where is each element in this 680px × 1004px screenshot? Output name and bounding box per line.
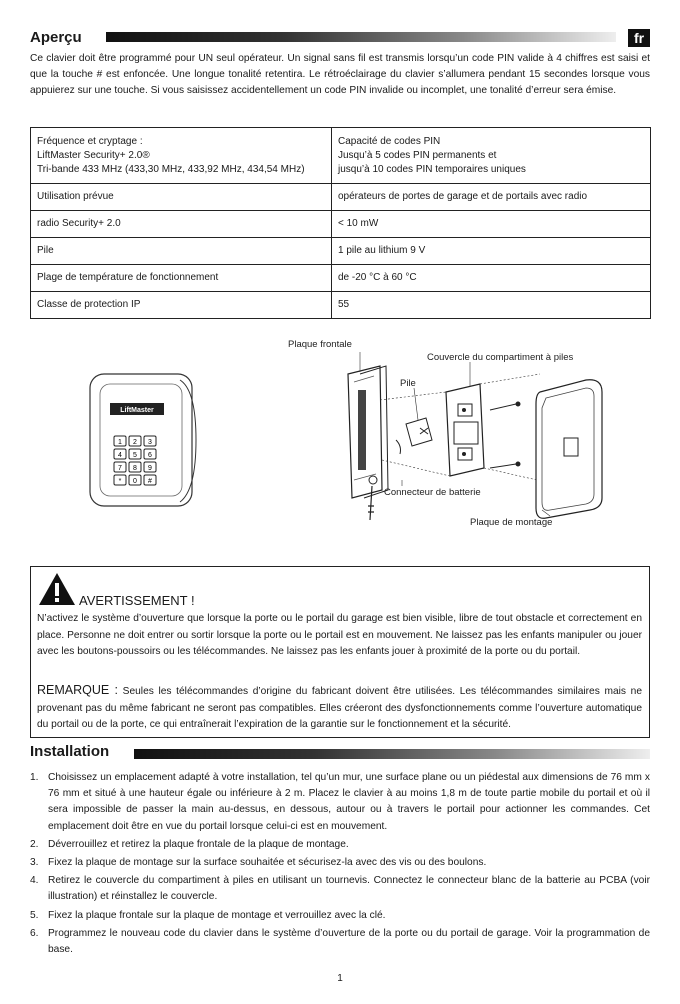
table-row	[31, 184, 651, 211]
list-item: 3. Fixez la plaque de montage sur la surface souhaitée et sécurisez-la avec des vis ou des boulons.	[30, 857, 487, 869]
keypad-key-label: 5	[133, 452, 137, 459]
table-row	[31, 265, 651, 292]
installation-steps	[30, 770, 650, 960]
list-item: 4. Retirez le couvercle du compartiment à piles en utilisant un tournevis. Connectez le connecteur blanc de la batterie au PCBA (voir illustration) et réinstallez le couvercle.	[30, 875, 650, 903]
table-cell: radio Security+ 2.0	[31, 211, 332, 238]
table-row	[31, 128, 651, 184]
keypad-front-view	[90, 374, 196, 506]
label-battery-connector: Connecteur de batterie	[384, 487, 481, 498]
keypad-key-label: 8	[133, 465, 137, 472]
table-cell: Utilisation prévue	[31, 184, 332, 211]
table-row	[31, 292, 651, 319]
table-cell: opérateurs de portes de garage et de portails avec radio	[332, 184, 651, 211]
spec-table	[30, 127, 651, 319]
exploded-view-drawing	[30, 330, 650, 560]
list-item: 5. Fixez la plaque frontale sur la plaque de montage et verrouillez avec la clé.	[30, 909, 386, 921]
battery-cover-part	[446, 384, 484, 476]
overview-intro: Ce clavier doit être programmé pour UN seul opérateur. Un signal sans fil est transmis lorsqu’un code PIN valide à 4 chiffres est saisi et que la touche # est enfoncée. Une longue tonalité retentira. Le rétroéclairage du clavier s’allumera pendant 15 secondes lorsque vous appuierez sur une touche. Si vous saisissez accidentellement un code PIN invalide ou incomplet, une tonalité d’erreur sera émise.	[30, 53, 650, 97]
list-item: 6. Programmez le nouveau code du clavier dans le système d’ouverture de la porte ou du portail de garage. Voir la programmation de base.	[30, 927, 650, 956]
warning-title: AVERTISSEMENT !	[79, 593, 195, 608]
keypad-key-label: 1	[118, 439, 122, 446]
keypad-key-label: 6	[148, 452, 152, 459]
label-battery: Pile	[400, 378, 416, 389]
overview-header	[30, 27, 650, 51]
header-bar	[106, 32, 616, 42]
note-text	[37, 682, 642, 734]
keypad-key-label: 0	[133, 478, 137, 485]
keypad-key-label: *	[118, 478, 122, 485]
list-item: 1. Choisissez un emplacement adapté à votre installation, tel qu’un mur, une surface plane ou un piédestal aux dimensions de 76 mm x 76 mm et situé à une hauteur égale ou inférieure à 2 m. Placez le clavier à au moins 1,8 m de toute partie mobile du portail et où il sera impossible de passer la main au-dessus, en dessous, autour ou à travers le portail pour actionner les commandes. Cet emplacement doit être en vue du portail lorsque celui-ci est en mouvement.	[30, 772, 650, 832]
keypad-key-label: 3	[148, 439, 152, 446]
warning-text: N’activez le système d’ouverture que lorsque la porte ou le portail du garage est bien visible, libre de tout obstacle et correctement en place. Personne ne doit entrer ou sortir lorsque la porte ou le portail est en mouvement. Ne laissez pas les enfants manipuler ou jouer avec les boutons-poussoirs ou les télécommandes. Ne laissez pas les enfants jouer à proximité de la porte ou du portail.	[37, 613, 642, 657]
keypad-key-label: 4	[118, 452, 122, 459]
label-mounting-plate: Plaque de montage	[470, 517, 553, 528]
page-number: 1	[337, 973, 343, 984]
screws	[490, 402, 520, 468]
keypad-key-label: 9	[148, 465, 152, 472]
language-badge: fr	[628, 29, 650, 47]
keypad-key-label: #	[148, 478, 152, 485]
table-cell: Capacité de codes PIN Jusqu’à 5 codes PIN permanents et jusqu’à 10 codes PIN temporaires uniques	[332, 128, 651, 184]
label-front-plate: Plaque frontale	[288, 339, 352, 350]
table-cell: Pile	[31, 238, 332, 265]
table-cell: Fréquence et cryptage : LiftMaster Security+ 2.0® Tri-bande 433 MHz (433,30 MHz, 433,92 MHz, 434,54 MHz)	[31, 128, 332, 184]
brand-logo: LiftMaster	[120, 407, 154, 414]
warning-box	[30, 566, 650, 738]
table-cell: Plage de température de fonctionnement	[31, 265, 332, 292]
note-label: REMARQUE :	[37, 683, 119, 697]
keypad-illustration	[30, 330, 650, 560]
header-bar	[134, 749, 650, 759]
table-cell: 55	[332, 292, 651, 319]
warning-icon	[37, 571, 77, 607]
table-row	[31, 238, 651, 265]
table-cell: de -20 °C à 60 °C	[332, 265, 651, 292]
installation-header	[30, 741, 650, 765]
overview-title: Aperçu	[30, 29, 82, 46]
note-body: Seules les télécommandes d’origine du fabricant doivent être utilisées. Les télécommandes similaires mais ne provenant pas du même fabricant ne seront pas compatibles. Elles créeront des dysfonctionnements comme l’ouverture automatique du portail ou de la porte, ce qui entraînerait l’expiration de la garantie sur le fonctionnement et la sécurité.	[37, 686, 642, 730]
keypad-key-label: 7	[118, 465, 122, 472]
table-cell: 1 pile au lithium 9 V	[332, 238, 651, 265]
front-plate-part	[348, 366, 388, 520]
label-battery-cover: Couvercle du compartiment à piles	[427, 352, 574, 363]
mounting-plate-part	[536, 380, 602, 519]
list-item: 2. Déverrouillez et retirez la plaque frontale de la plaque de montage.	[30, 838, 349, 850]
installation-title: Installation	[30, 743, 110, 760]
keypad-key-label: 2	[133, 439, 137, 446]
table-cell: < 10 mW	[332, 211, 651, 238]
table-row	[31, 211, 651, 238]
battery-part	[396, 418, 432, 454]
table-cell: Classe de protection IP	[31, 292, 332, 319]
